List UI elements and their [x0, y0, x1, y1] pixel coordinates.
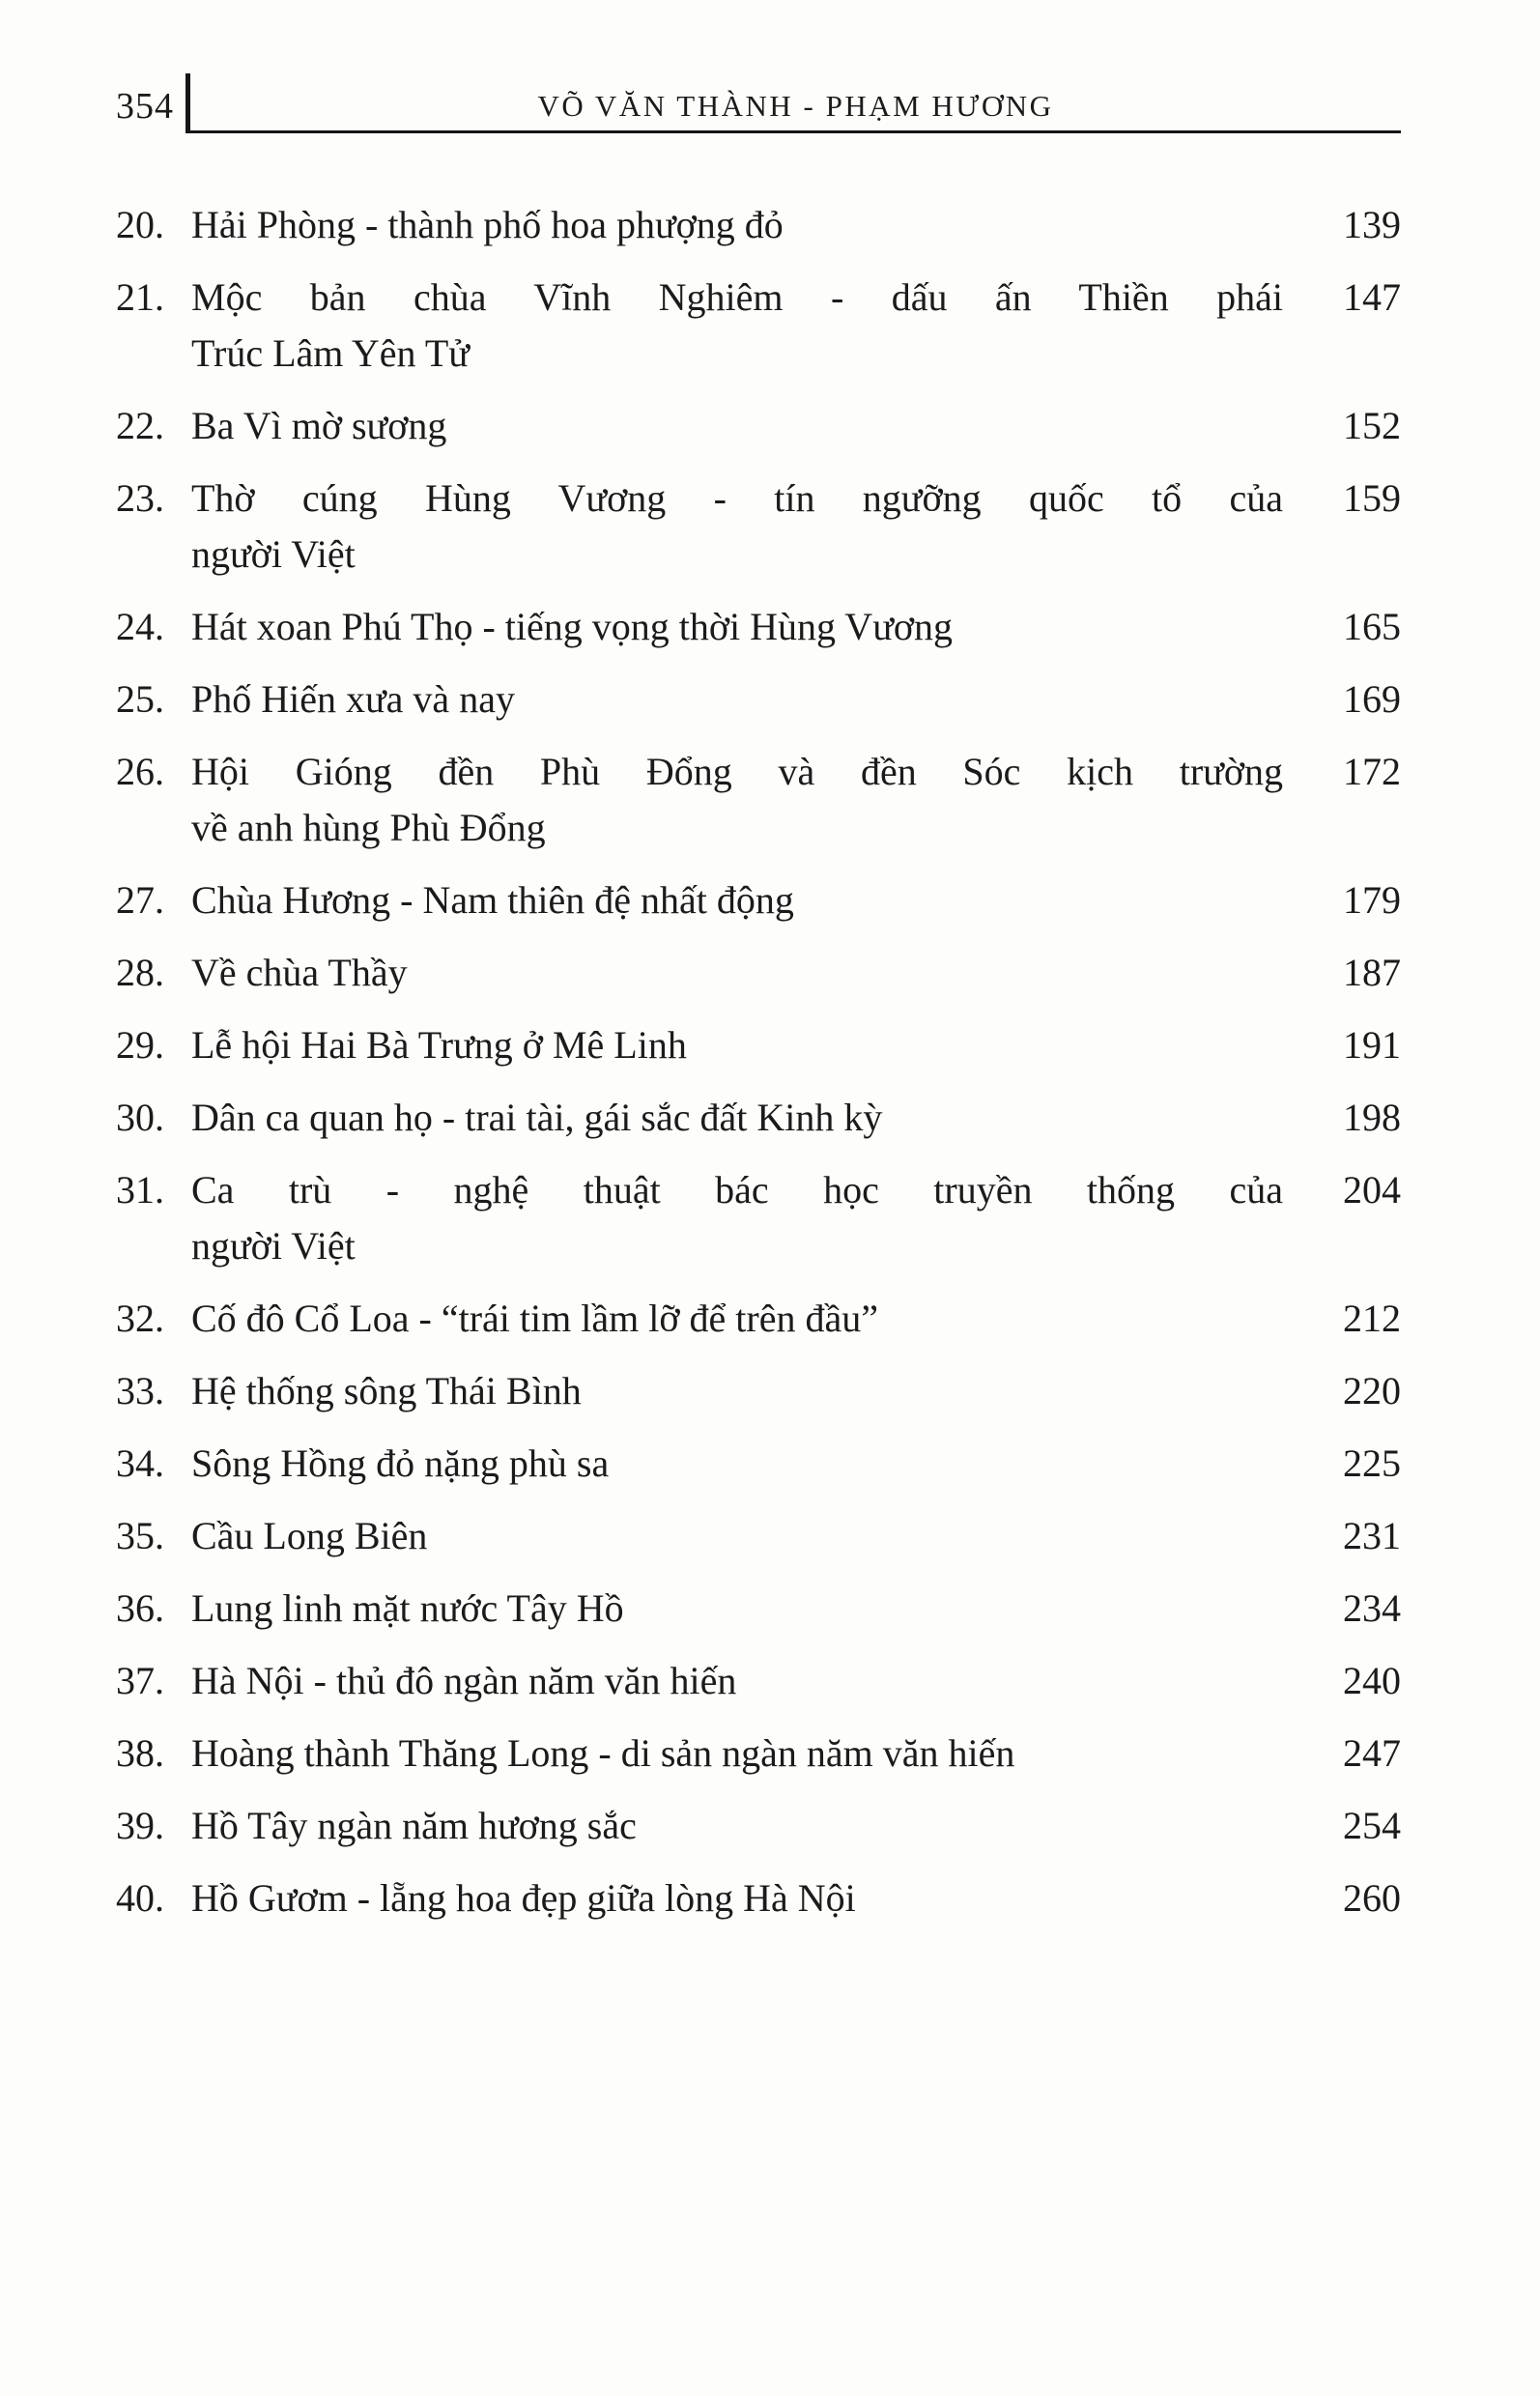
toc-entry [116, 872, 1401, 928]
entry-title [191, 599, 1316, 655]
entry-title-line: Về chùa Thầy [191, 951, 408, 994]
entry-page: 220 [1343, 1369, 1401, 1412]
entry-title [191, 1436, 1316, 1492]
entry-title-line: Sông Hồng đỏ nặng phù sa [191, 1441, 610, 1485]
toc-entry [116, 744, 1401, 856]
entry-page: 187 [1343, 951, 1401, 994]
entry-title-line: Ba Vì mờ sương [191, 404, 447, 447]
entry-title [191, 1363, 1316, 1419]
entry-title [191, 197, 1316, 253]
entry-title [191, 1653, 1316, 1709]
entry-number: 31. [116, 1168, 164, 1212]
entry-page: 139 [1343, 203, 1401, 246]
entry-number: 35. [116, 1514, 164, 1557]
page-number: 354 [116, 86, 174, 127]
entry-title [191, 1090, 1316, 1146]
entry-title [191, 1017, 1316, 1073]
entry-title [191, 1581, 1316, 1637]
entry-title-line: Dân ca quan họ - trai tài, gái sắc đất Kinh kỳ [191, 1096, 883, 1139]
entry-page: 169 [1343, 677, 1401, 721]
entry-title-line: Cố đô Cổ Loa - “trái tim lầm lỡ để trên đầu” [191, 1297, 878, 1340]
entry-number: 23. [116, 476, 164, 520]
entry-number: 40. [116, 1876, 164, 1920]
toc-entry [116, 471, 1401, 583]
entry-title-line: Chùa Hương - Nam thiên đệ nhất động [191, 878, 794, 922]
entry-number: 22. [116, 404, 164, 447]
toc-entry [116, 1363, 1401, 1419]
toc-entry [116, 1436, 1401, 1492]
entry-number: 38. [116, 1731, 164, 1775]
entry-title-line: Hệ thống sông Thái Bình [191, 1369, 582, 1412]
entry-title-line: Phố Hiến xưa và nay [191, 677, 515, 721]
entry-title [191, 1508, 1316, 1564]
entry-title [191, 1798, 1316, 1854]
header-rule-block [185, 73, 1401, 133]
toc-entry [116, 270, 1401, 382]
entry-page: 191 [1343, 1023, 1401, 1067]
toc-entry [116, 1870, 1401, 1926]
entry-number: 29. [116, 1023, 164, 1067]
toc-entry [116, 398, 1401, 454]
entry-title-line: người Việt [191, 532, 356, 576]
entry-number: 26. [116, 750, 164, 793]
entry-number: 33. [116, 1369, 164, 1412]
entry-page: 147 [1343, 275, 1401, 319]
entry-number: 36. [116, 1586, 164, 1630]
entry-page: 159 [1343, 476, 1401, 520]
entry-title [191, 1291, 1316, 1347]
entry-page: 234 [1343, 1586, 1401, 1630]
entry-title [191, 744, 1316, 856]
entry-title [191, 1726, 1316, 1782]
entry-title-line: Hải Phòng - thành phố hoa phượng đỏ [191, 203, 784, 246]
entry-title-line: Lung linh mặt nước Tây Hồ [191, 1586, 624, 1630]
entry-number: 30. [116, 1096, 164, 1139]
entry-number: 37. [116, 1659, 164, 1702]
entry-page: 204 [1343, 1168, 1401, 1212]
toc-entry [116, 945, 1401, 1001]
entry-number: 27. [116, 878, 164, 922]
entry-page: 172 [1343, 750, 1401, 793]
entry-title-line: Hà Nội - thủ đô ngàn năm văn hiến [191, 1659, 737, 1702]
toc-entry [116, 1162, 1401, 1274]
entry-page: 198 [1343, 1096, 1401, 1139]
entry-title-line: Lễ hội Hai Bà Trưng ở Mê Linh [191, 1023, 687, 1067]
toc-entry [116, 1581, 1401, 1637]
toc-entry [116, 1726, 1401, 1782]
entry-title-line: Trúc Lâm Yên Tử [191, 331, 470, 375]
entry-title-line: Hoàng thành Thăng Long - di sản ngàn năm văn hiến [191, 1731, 1015, 1775]
entry-title [191, 1870, 1316, 1926]
running-head: VÕ VĂN THÀNH - PHẠM HƯƠNG [537, 89, 1054, 123]
page-header [116, 73, 1401, 133]
entry-number: 28. [116, 951, 164, 994]
entry-number: 32. [116, 1297, 164, 1340]
entry-title [191, 471, 1316, 583]
entry-page: 152 [1343, 404, 1401, 447]
entry-title-line: Hồ Gươm - lẵng hoa đẹp giữa lòng Hà Nội [191, 1876, 856, 1920]
entry-page: 240 [1343, 1659, 1401, 1702]
entry-page: 231 [1343, 1514, 1401, 1557]
entry-title-line: Cầu Long Biên [191, 1514, 428, 1557]
entry-title-line: Thờ cúng Hùng Vương - tín ngưỡng quốc tổ của [191, 476, 1283, 520]
entry-title [191, 671, 1316, 727]
entry-page: 165 [1343, 605, 1401, 648]
entry-title-line: Hội Gióng đền Phù Đổng và đền Sóc kịch trường [191, 750, 1283, 793]
entry-title-line: Hồ Tây ngàn năm hương sắc [191, 1804, 637, 1847]
entry-title [191, 872, 1316, 928]
entry-number: 39. [116, 1804, 164, 1847]
toc-entry [116, 1653, 1401, 1709]
toc-entry [116, 599, 1401, 655]
entry-number: 21. [116, 275, 164, 319]
toc-entry [116, 197, 1401, 253]
toc-entry [116, 1017, 1401, 1073]
entry-number: 20. [116, 203, 164, 246]
entry-title-line: Ca trù - nghệ thuật bác học truyền thống của [191, 1168, 1283, 1212]
entry-number: 25. [116, 677, 164, 721]
entry-number: 34. [116, 1441, 164, 1485]
entry-page: 260 [1343, 1876, 1401, 1920]
entry-page: 212 [1343, 1297, 1401, 1340]
entry-title-line: người Việt [191, 1224, 356, 1268]
entry-title [191, 270, 1316, 382]
toc-list [116, 197, 1401, 1926]
entry-page: 254 [1343, 1804, 1401, 1847]
entry-number: 24. [116, 605, 164, 648]
entry-title-line: về anh hùng Phù Đổng [191, 806, 546, 849]
entry-title-line: Hát xoan Phú Thọ - tiếng vọng thời Hùng Vương [191, 605, 954, 648]
toc-entry [116, 671, 1401, 727]
entry-page: 247 [1343, 1731, 1401, 1775]
entry-page: 179 [1343, 878, 1401, 922]
entry-title [191, 398, 1316, 454]
entry-title-line: Mộc bản chùa Vĩnh Nghiêm - dấu ấn Thiền phái [191, 275, 1283, 319]
entry-title [191, 1162, 1316, 1274]
toc-entry [116, 1798, 1401, 1854]
entry-title [191, 945, 1316, 1001]
toc-entry [116, 1291, 1401, 1347]
entry-page: 225 [1343, 1441, 1401, 1485]
toc-entry [116, 1508, 1401, 1564]
toc-entry [116, 1090, 1401, 1146]
